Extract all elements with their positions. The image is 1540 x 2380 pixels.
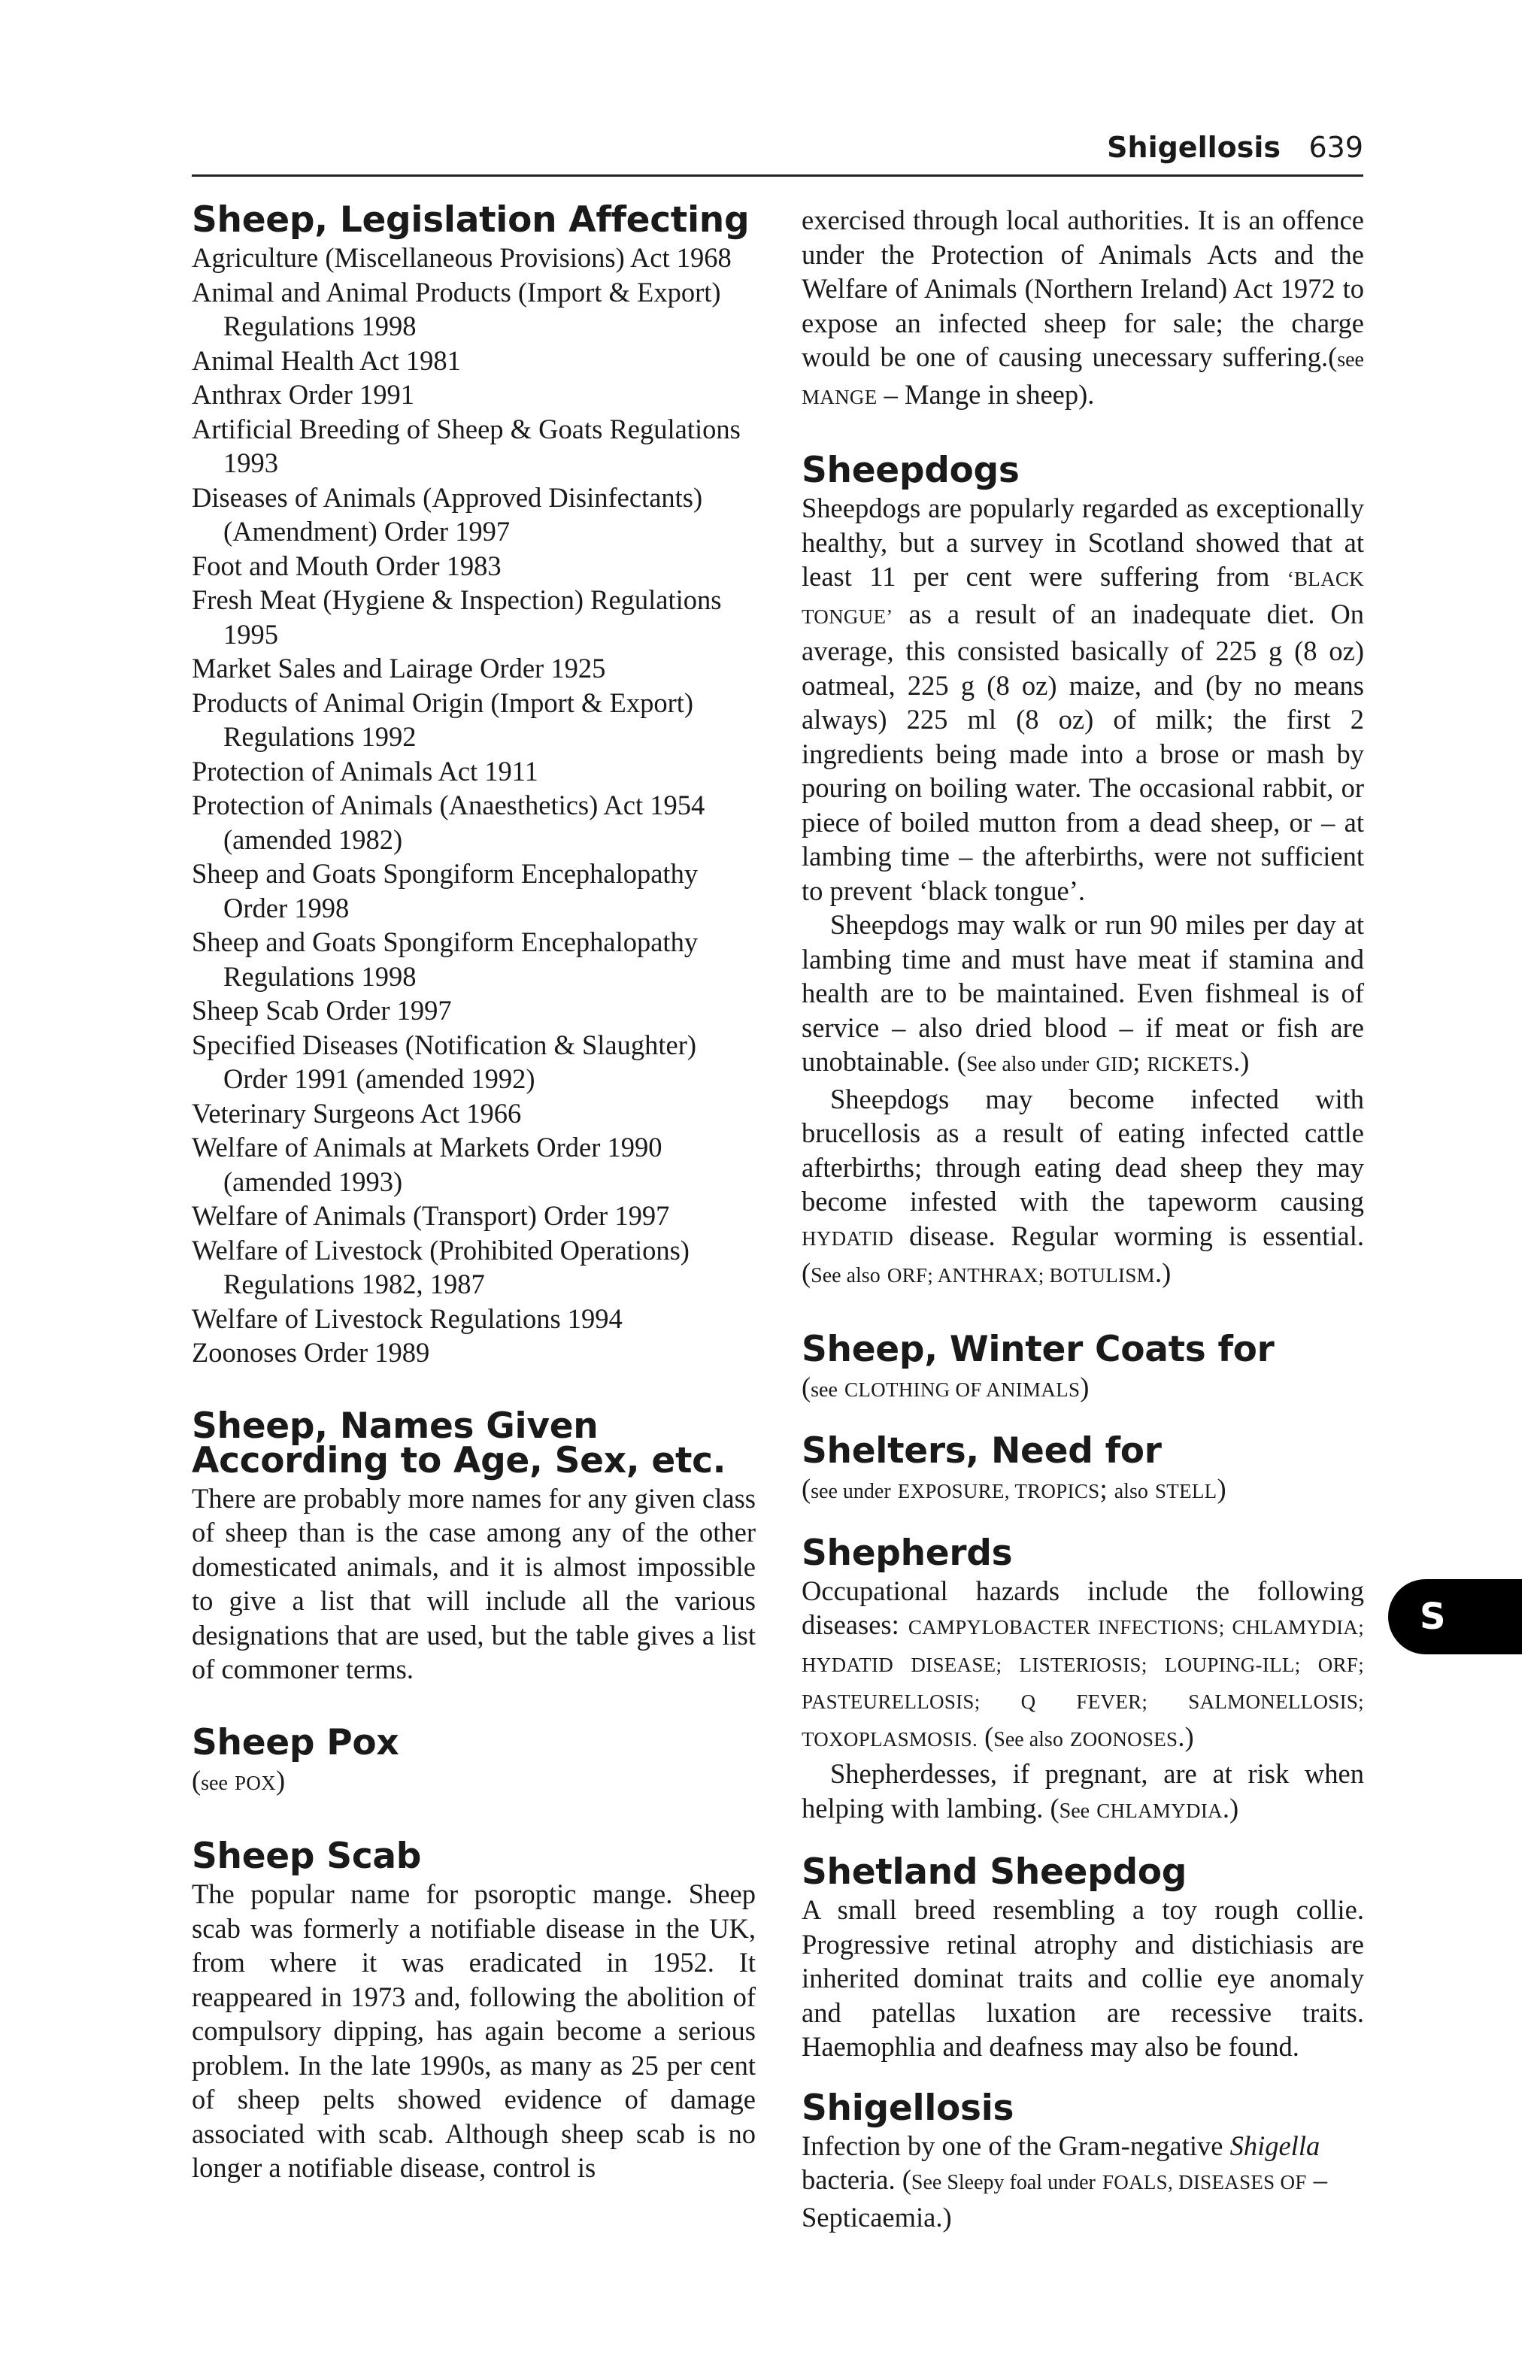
legislation-item: Animal and Animal Products (Import & Export) Regulations 1998 (192, 276, 721, 341)
legislation-item: Zoonoses Order 1989 (192, 1337, 430, 1368)
legislation-item: Sheep Scab Order 1997 (192, 995, 452, 1026)
legislation-item: Market Sales and Lairage Order 1925 (192, 653, 606, 684)
entry-body-shepherds-p1: Occupational hazards include the following diseases: CAMPYLOBACTER INFECTIONS; CHLAMYDIA; HYDATID DISEASE; LISTERIOSIS; LOUPING-ILL; ORF; PASTEURELLOSIS; Q FEVER; SALMONELLOSIS; TOXOPLASMOSIS. (See also ZOONOSES.) (802, 1575, 1364, 1752)
legislation-item: Products of Animal Origin (Import & Export) Regulations 1992 (192, 687, 694, 752)
legislation-item: Welfare of Animals (Transport) Order 1997 (192, 1200, 670, 1231)
entry-body-shepherds-p2: Shepherdesses, if pregnant, are at risk when helping with lambing. (See CHLAMYDIA.) (802, 1758, 1364, 1824)
entry-heading-text: Sheep Pox (192, 1721, 399, 1763)
legislation-item: Diseases of Animals (Approved Disinfectants) (Amendment) Order 1997 (192, 481, 703, 547)
entry-heading-legislation: Sheep, Legislation Affecting (192, 199, 750, 241)
page-number: 639 (1308, 131, 1363, 164)
legislation-item: Sheep and Goats Spongiform Encephalopathy Order 1998 (192, 858, 699, 923)
entry-body-shigellosis: Infection by one of the Gram-negative Shigella bacteria. (See Sleepy foal under FOALS, DISEASES OF – Septicaemia.) (802, 2130, 1328, 2233)
entry-heading-sheep-scab: Sheep Scab (192, 1836, 422, 1877)
cross-reference-winter-coats: (see CLOTHING OF ANIMALS) (802, 1371, 1090, 1402)
entry-heading-sheep-pox (192, 1721, 756, 1763)
thumb-index-tab: S (1388, 1579, 1522, 1654)
running-header (192, 120, 1363, 177)
legislation-item: Welfare of Animals at Markets Order 1990 (amended 1993) (192, 1132, 662, 1197)
entry-heading-winter-coats: Sheep, Winter Coats for (802, 1328, 1275, 1370)
entry-heading-names: Sheep, Names Given According to Age, Sex, etc. (192, 1405, 726, 1481)
legislation-item: Veterinary Surgeons Act 1966 (192, 1097, 522, 1129)
legislation-item: Fresh Meat (Hygiene & Inspection) Regulations 1995 (192, 584, 722, 650)
legislation-list (192, 241, 756, 1370)
running-header-title: Shigellosis (1107, 131, 1281, 164)
cross-reference-pox: (see POX) (192, 1764, 286, 1796)
entry-heading-sheepdogs: Sheepdogs (802, 450, 1020, 491)
entry-heading-shepherds: Shepherds (802, 1532, 1013, 1574)
entry-heading-shelters: Shelters, Need for (802, 1430, 1162, 1472)
cross-reference-shelters: (see under EXPOSURE, TROPICS; also STELL) (802, 1473, 1226, 1504)
legislation-item: Agriculture (Miscellaneous Provisions) Act 1968 (192, 242, 732, 273)
legislation-item: Animal Health Act 1981 (192, 344, 461, 376)
right-column (802, 203, 1364, 2234)
entry-heading-shigellosis: Shigellosis (802, 2087, 1014, 2129)
entry-body-sheep-scab-continued: exercised through local authorities. It is an offence under the Protection of Animals Acts and the Welfare of Animals (Northern Ireland) Act 1972 to expose an infected sheep for sale; the charge would be one of causing unecessary suffering.(see MANGE – Mange in sheep). (802, 205, 1364, 410)
legislation-item: Foot and Mouth Order 1983 (192, 550, 502, 581)
entry-body-sheepdogs-p2: Sheepdogs may walk or run 90 miles per day at lambing time and must have meat if stamina and health are to be maintained. Even fishmeal is of service – also dried blood – if meat or fish are unobtainable. (See also under GID; RICKETS.) (802, 909, 1364, 1077)
legislation-item: Welfare of Livestock (Prohibited Operations) Regulations 1982, 1987 (192, 1234, 690, 1299)
legislation-item: Welfare of Livestock Regulations 1994 (192, 1302, 623, 1334)
legislation-item: Sheep and Goats Spongiform Encephalopathy Regulations 1998 (192, 926, 699, 992)
legislation-item: Protection of Animals (Anaesthetics) Act 1954 (amended 1982) (192, 790, 705, 855)
entry-body-sheepdogs-p1: Sheepdogs are popularly regarded as exceptionally healthy, but a survey in Scotland showed that at least 11 per cent were suffering from ‘BLACK TONGUE’ as a result of an inadequate diet. On average, this consisted basically of 225 g (8 oz) oatmeal, 225 g (8 oz) maize, and (by no means always) 225 ml (8 oz) of milk; the first 2 ingredients being made into a brose or mash by pouring on boiling water. The occasional rabbit, or piece of boiled mutton from a dead sheep, or – at lambing time – the afterbirths, were not sufficient to prevent ‘black tongue’. (802, 493, 1364, 906)
left-column (192, 199, 756, 2185)
entry-body-sheep-scab: The popular name for psoroptic mange. Sheep scab was formerly a notifiable disease in the UK, from where it was eradicated in 1952. It reappeared in 1973 and, following the abolition of compulsory dipping, has again become a serious problem. In the late 1990s, as many as 25 per cent of sheep pelts showed evidence of damage associated with scab. Although sheep scab is no longer a notifiable disease, control is (192, 1878, 756, 2183)
entry-body-names: There are probably more names for any given class of sheep than is the case among any of the other domesticated animals, and it is almost impossible to give a list that will include all the various designations that are used, but the table gives a list of commoner terms. (192, 1482, 756, 1684)
legislation-item: Specified Diseases (Notification & Slaughter) Order 1991 (amended 1992) (192, 1029, 697, 1094)
legislation-item: Protection of Animals Act 1911 (192, 755, 538, 787)
entry-body-shetland-sheepdog: A small breed resembling a toy rough collie. Progressive retinal atrophy and distichiasis are inherited dominat traits and collie eye anomaly and patellas luxation are recessive traits. Haemophlia and deafness may also be found. (802, 1894, 1364, 2062)
entry-heading-shetland-sheepdog: Shetland Sheepdog (802, 1851, 1187, 1893)
legislation-item: Anthrax Order 1991 (192, 379, 414, 410)
legislation-item: Artificial Breeding of Sheep & Goats Regulations 1993 (192, 413, 741, 478)
entry-body-sheepdogs-p3: Sheepdogs may become infected with brucellosis as a result of eating infected cattle afterbirths; through eating dead sheep they may become infested with the tapeworm causing HYDATID disease. Regular worming is essential. (See also ORF; ANTHRAX; BOTULISM.) (802, 1083, 1364, 1288)
